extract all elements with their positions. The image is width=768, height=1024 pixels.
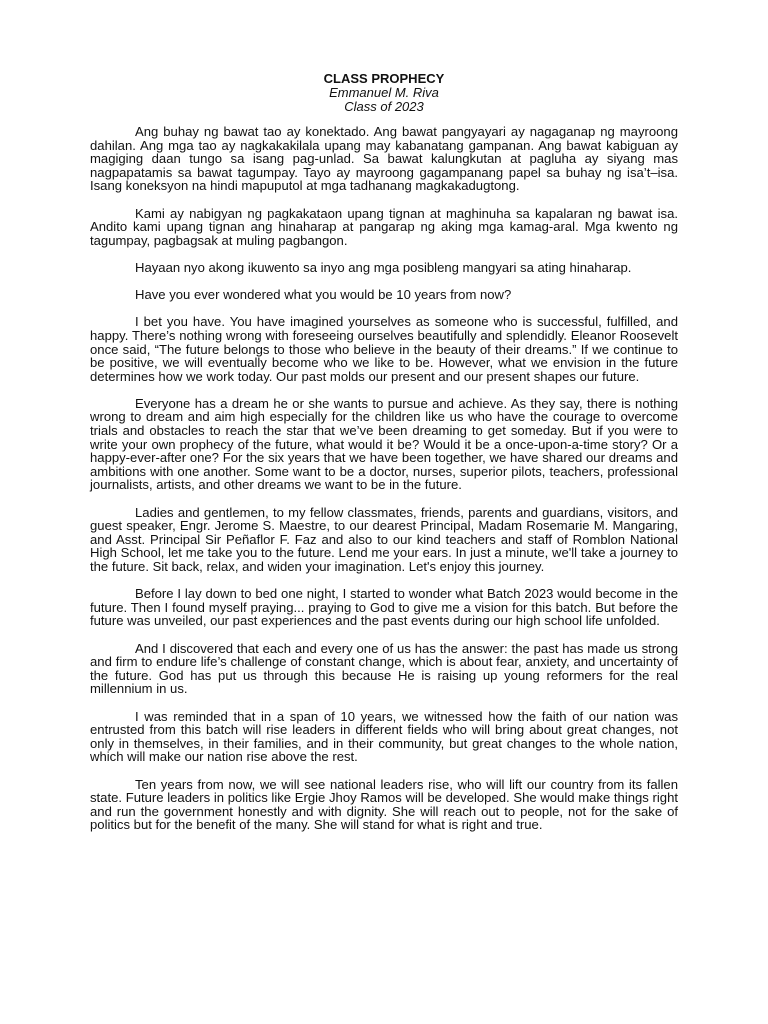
document-body — [90, 125, 678, 845]
document-header — [90, 72, 678, 114]
document-author: Emmanuel M. Riva — [329, 85, 439, 100]
paragraph-4: Have you ever wondered what you would be 10 years from now? — [135, 287, 512, 303]
document-class-year: Class of 2023 — [344, 99, 424, 114]
document-title: CLASS PROPHECY — [323, 71, 445, 86]
paragraph-8: Before I lay down to bed one night, I started to wonder what Batch 2023 would become in the future. Then I found myself praying... praying to God to give me a vision for this batch. But before the future was unveiled, our past experiences and the past events during our high school life unfolded. — [90, 586, 678, 629]
paragraph-11: Ten years from now, we will see national leaders rise, who will lift our country from its fallen state. Future leaders in politics like Ergie Jhoy Ramos will be developed. She would make things right and run the government honestly and with dignity. She will reach out to people, not for the sake of politics but for the benefit of the many. She will stand for what is right and true. — [90, 776, 678, 833]
paragraph-6: Everyone has a dream he or she wants to pursue and achieve. As they say, there is nothing wrong to dream and aim high especially for the children like us who have the courage to overcome trials and obstacles to reach the star that we’ve been dreaming to get someday. But if you were to write your own prophecy of the future, what would it be? Would it be a once-upon-a-time story? Or a happy-ever-after one? For the six years that we have been together, we have shared our dreams and ambitions with one another. Some want to be a doctor, nurses, superior pilots, teachers, professional journalists, artists, and other dreams we want to be in the future. — [90, 395, 678, 493]
paragraph-10: I was reminded that in a span of 10 years, we witnessed how the faith of our nation was entrusted from this batch will rise leaders in different fields who will bring about great changes, not only in themselves, in their families, and in their community, but great changes to the whole nation, which will make our nation rise above the rest. — [90, 708, 678, 765]
paragraph-9: And I discovered that each and every one of us has the answer: the past has made us strong and firm to endure life’s challenge of constant change, which is about fear, anxiety, and uncertainty of the future. God has put us through this because He is raising up young reformers for the real millennium in us. — [90, 640, 678, 697]
paragraph-7: Ladies and gentlemen, to my fellow classmates, friends, parents and guardians, visitors, and guest speaker, Engr. Jerome S. Maestre, to our dearest Principal, Madam Rosemarie M. Mangaring, and Asst. Principal Sir Peñaflor F. Faz and also to our kind teachers and staff of Romblon National High School, let me take you to the future. Lend me your ears. In just a minute, we'll take a journey to the future. Sit back, relax, and widen your imagination. Let's enjoy this journey. — [90, 504, 678, 574]
paragraph-5: I bet you have. You have imagined yourselves as someone who is successful, fulfilled, and happy. There’s nothing wrong with foreseeing ourselves beautifully and splendidly. Eleanor Roosevelt once said, “The future belongs to those who believe in the beauty of their dreams.” If we continue to be positive, we will eventually become who we like to be. However, what we envision in the future determines how we work today. Our past molds our present and our present shapes our future. — [90, 314, 678, 384]
paragraph-3: Hayaan nyo akong ikuwento sa inyo ang mga posibleng mangyari sa ating hinaharap. — [135, 259, 632, 275]
paragraph-1: Ang buhay ng bawat tao ay konektado. Ang bawat pangyayari ay nagaganap ng mayroong dahilan. Ang mga tao ay nagkakakilala upang may kabanatang gampanan. Ang bawat kabiguan ay magiging daan tungo sa isang pag-unlad. Sa bawat kalungkutan at pagluha ay siyang mas nagpapatamis sa bawat tagumpay. Tayo ay mayroong gagampanang papel sa buhay ng isa’t–isa. Isang koneksyon na hindi mapuputol at mga tadhanang magkakadugtong. — [90, 124, 678, 194]
paragraph-2: Kami ay nabigyan ng pagkakataon upang tignan at maghinuha sa kapalaran ng bawat isa. Andito kami upang tignan ang hinaharap at pangarap ng aking mga kamag-aral. Mga kwento ng tagumpay, pagbagsak at muling pagbangon. — [90, 205, 678, 248]
